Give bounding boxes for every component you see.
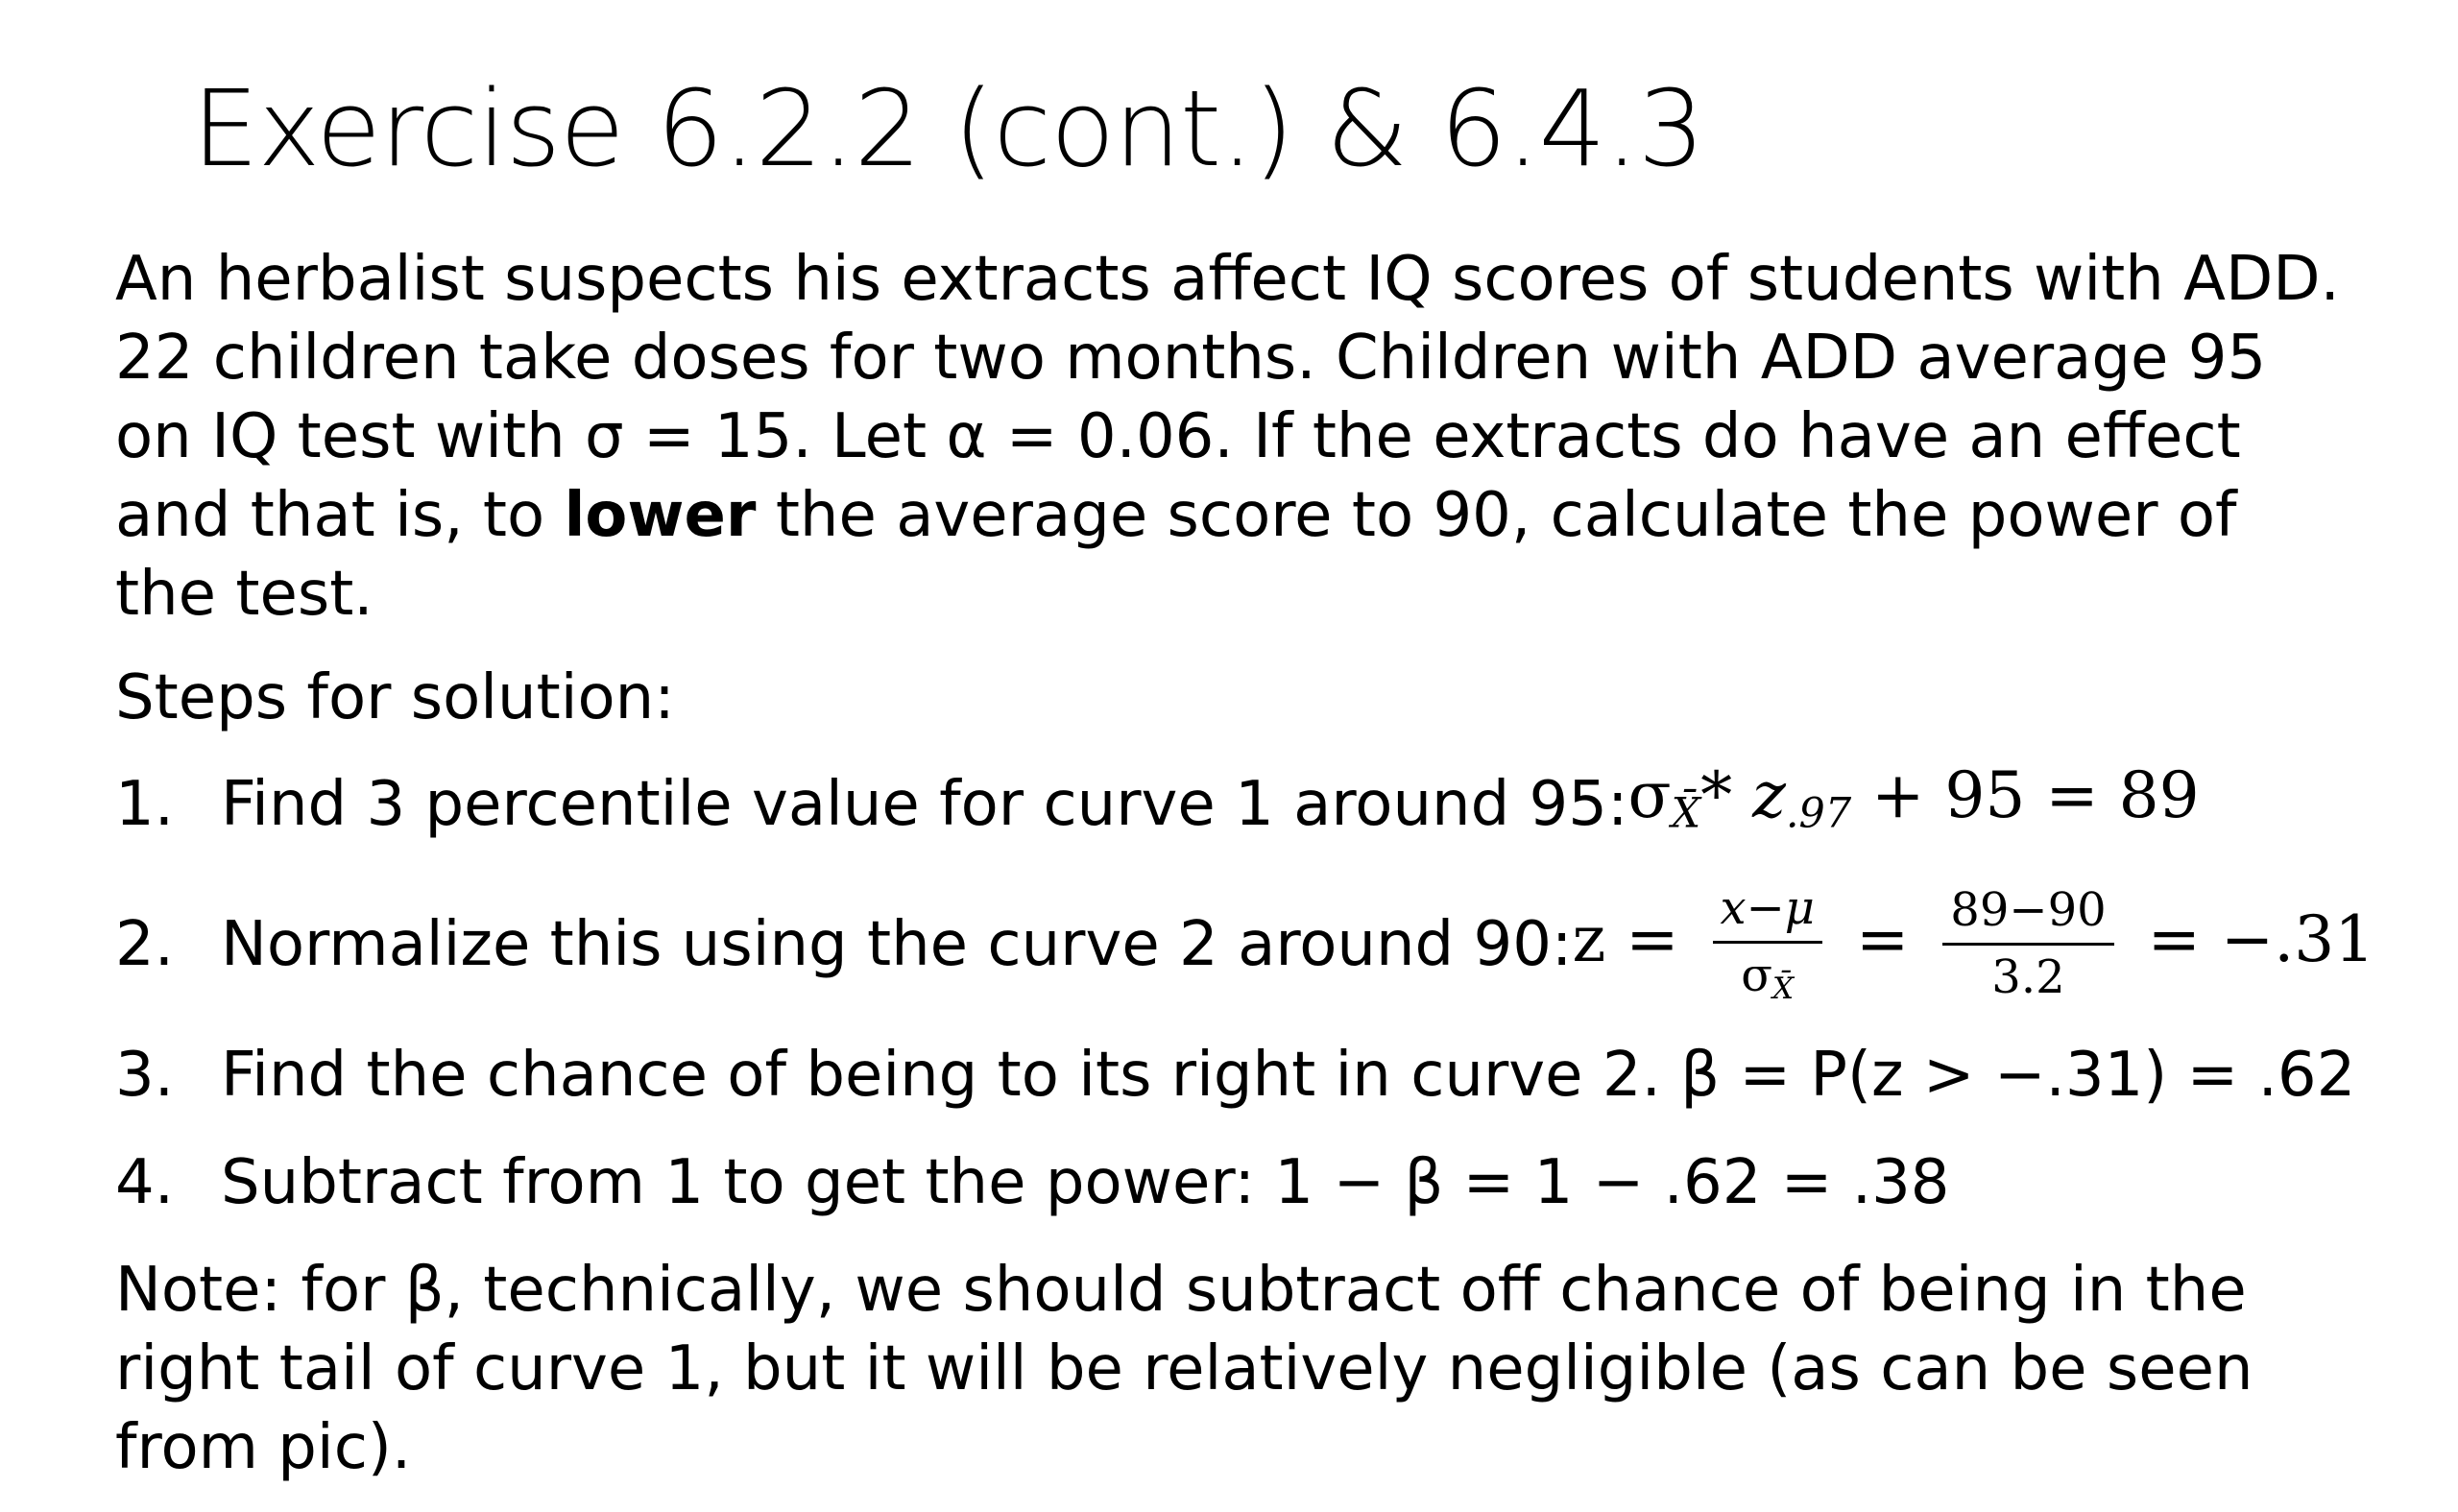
fraction-1 [1713,882,1822,1007]
step-number: 4. [115,1146,175,1218]
sigma-symbol: σ [1741,948,1773,1002]
step-number: 2. [115,908,175,980]
step-1-formula [1628,756,2200,853]
sigma-subscript: X̄ [1671,789,1701,838]
fraction-1-numerator [1713,882,1822,935]
step-text: Find 3 percentile value for curve 1 around 95: [221,769,1628,841]
z-subscript: .97 [1785,789,1852,838]
problem-text-1: An herbalist suspects his extracts affect IQ scores of students with ADD. 22 children take doses for two months. Children with ADD average 95 on IQ test with σ = 15. Let α = 0.06. If the extracts do have an effect and that is, to [115,244,2340,551]
slide-title: Exercise 6.2.2 (cont.) & 6.4.3 [192,67,1704,190]
step-item-1 [115,756,2352,853]
step-text: Normalize this using the curve 2 around 90: [221,908,1573,980]
sigma-subscript: X̄ [1772,971,1795,1006]
fraction-2-numerator: 89−90 [1950,882,2107,937]
step-number: 1. [115,769,175,841]
z-symbol: z [1752,758,1786,832]
problem-bold-word: lower [564,480,757,551]
fraction-2-denominator: 3.2 [1991,950,2065,1005]
fraction-1-denominator [1733,949,1801,1007]
formula-result: = −.31 [2147,901,2375,976]
fraction-2 [1942,884,2113,1004]
step-2-formula [1572,882,2374,1007]
problem-statement [115,240,2352,634]
times-symbol: * [1700,758,1753,832]
step-item-4 [115,1143,2352,1222]
formula-rest: + 95 = 89 [1851,758,2200,832]
step-text: Find the chance of being to its right in curve 2. β = P(z > −.31) = .62 [221,1039,2356,1111]
problem-text-2: the average score to 90, calculate the power of the test. [115,480,2237,630]
fraction-bar [1713,941,1822,944]
sigma-symbol: σ [1627,758,1672,832]
step-item-3 [115,1036,2356,1115]
fraction-bar [1942,943,2113,946]
step-text: Subtract from 1 to get the power: 1 − β = 1 − .62 = .38 [221,1146,1950,1218]
slide-body [115,240,2375,1512]
step-item-2 [115,880,2375,1007]
note-text: Note: for β, technically, we should subtract off chance of being in the right tail of curve 1, but it will be relatively negligible (as can be seen from pic). [115,1254,2253,1483]
steps-heading: Steps for solution: [115,662,675,733]
formula-lhs: z = [1572,901,1699,976]
step-number: 3. [115,1039,175,1111]
fraction-1-numerator-text: x−μ [1720,880,1815,935]
steps-list [115,756,2375,1222]
equals-sign: = [1855,901,1910,976]
